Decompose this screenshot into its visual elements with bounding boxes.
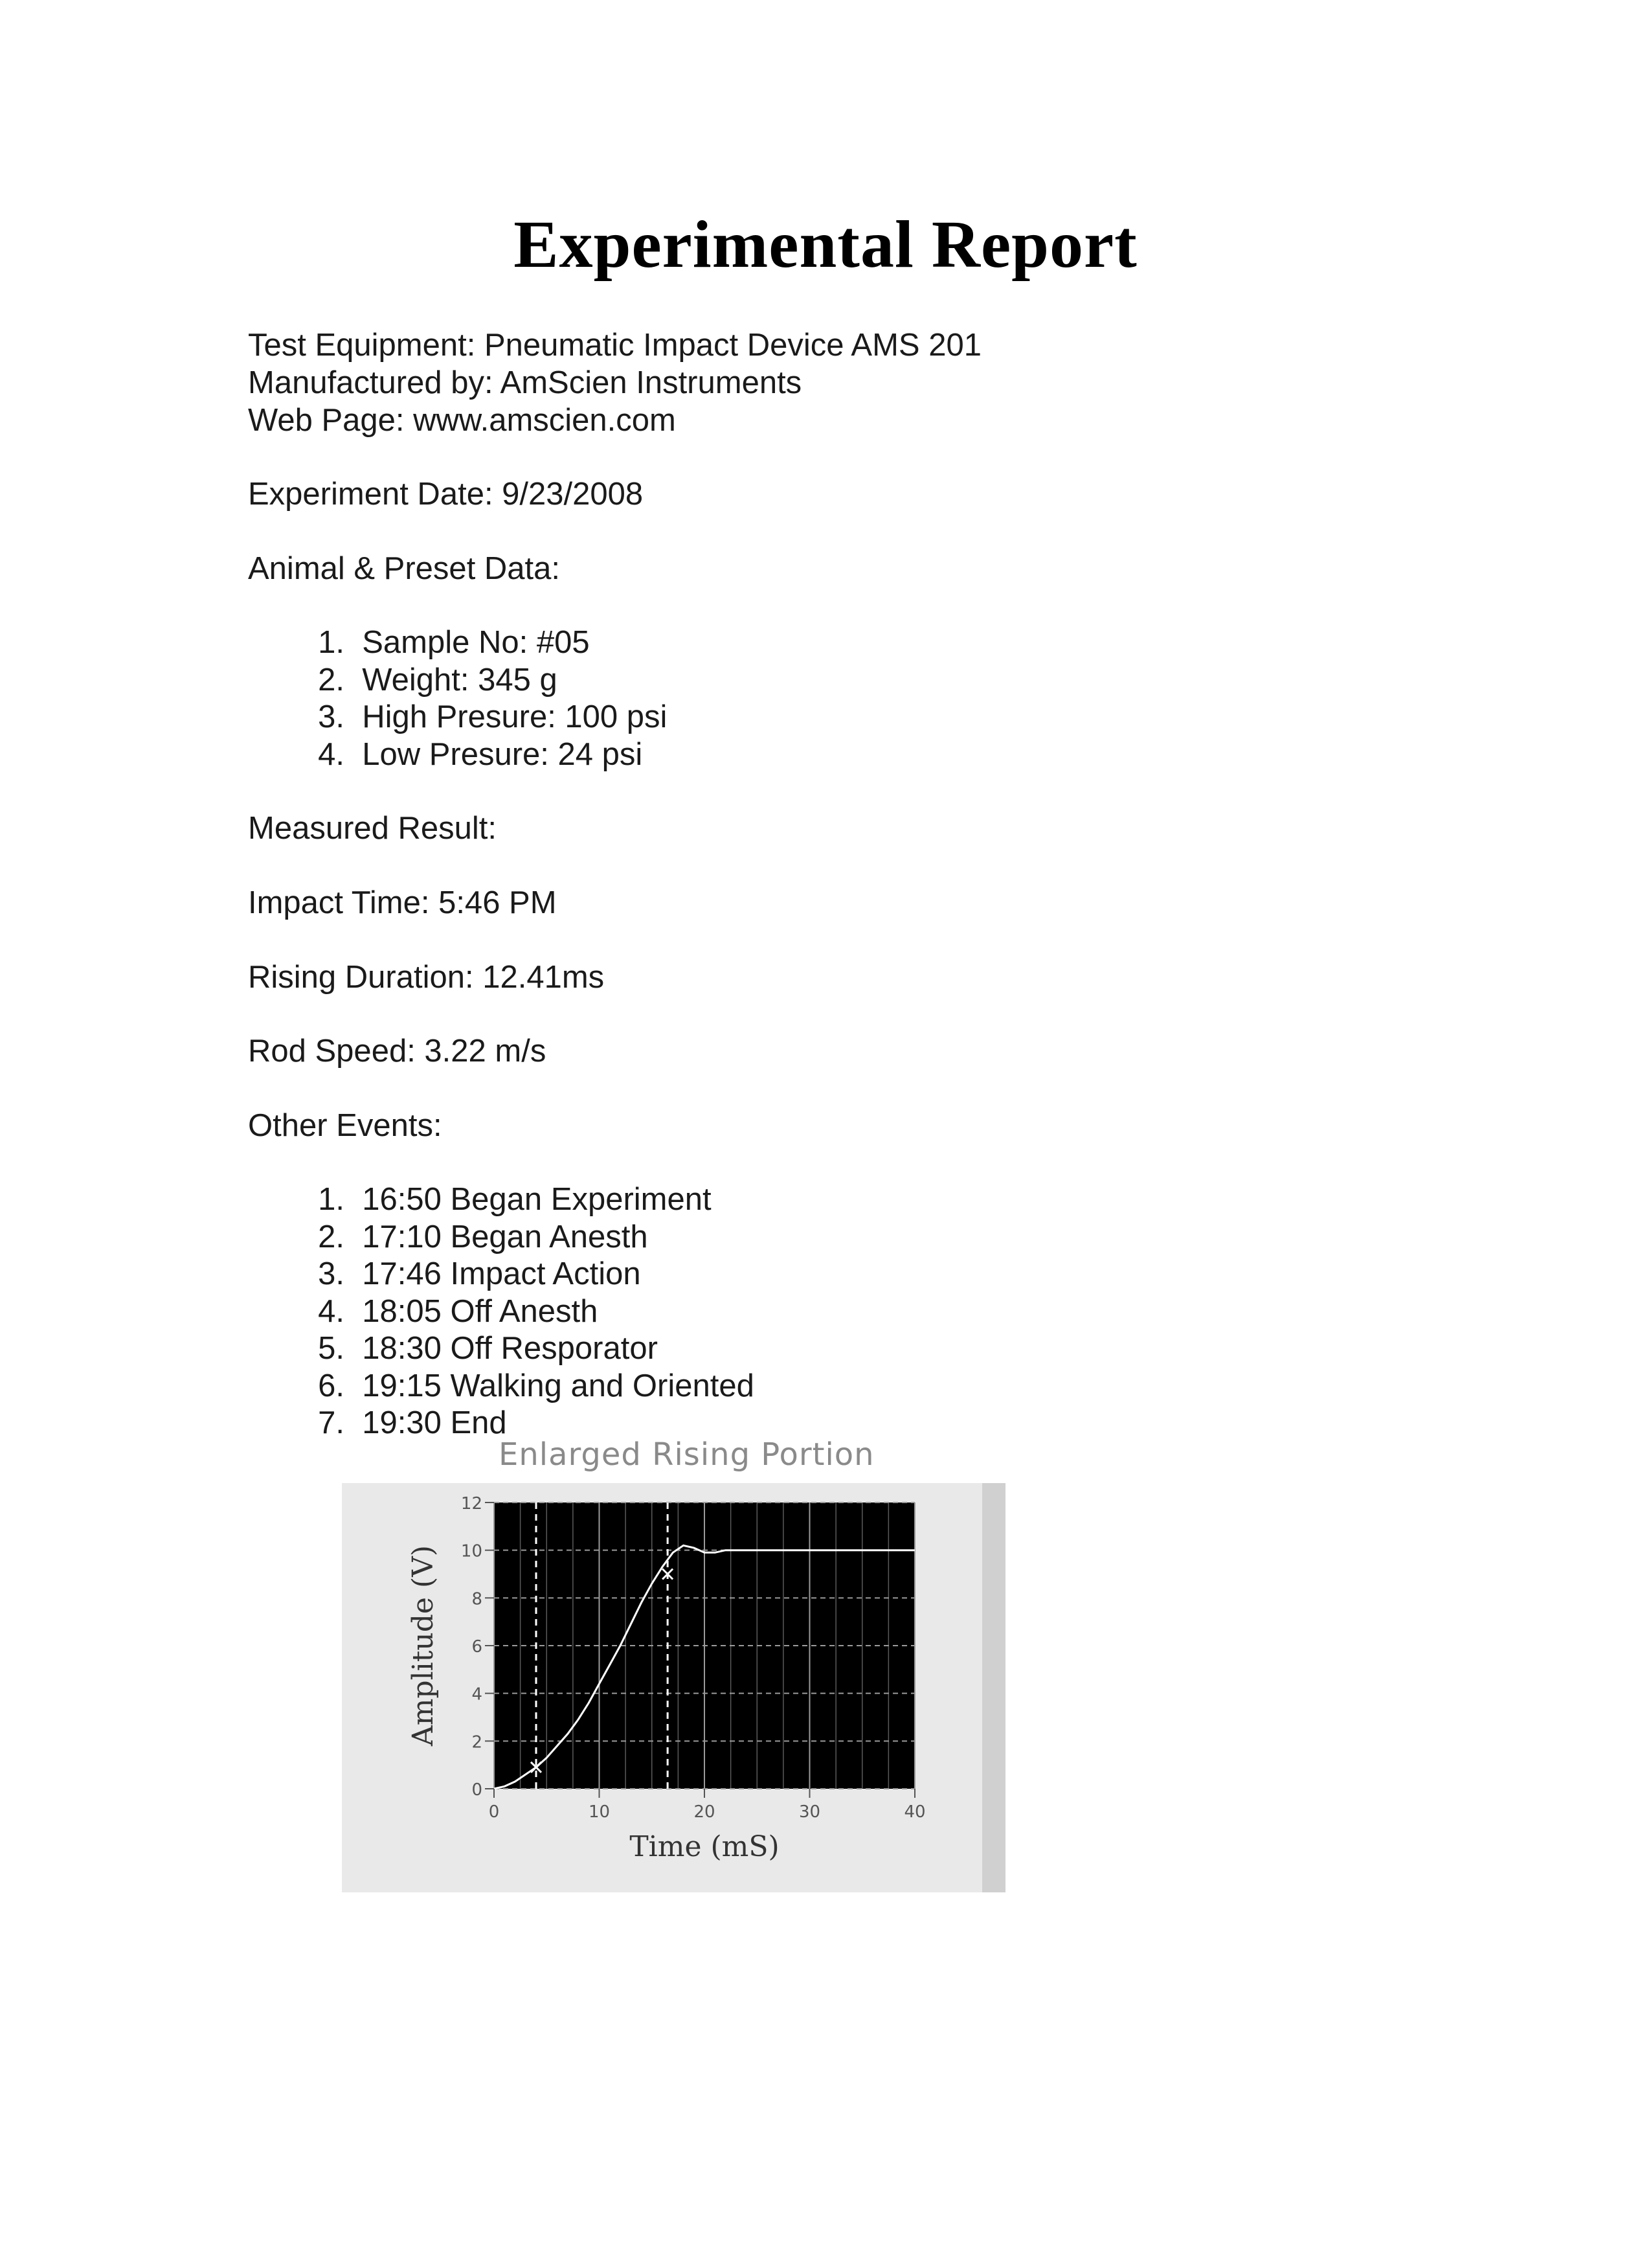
- list-item: [285, 624, 667, 662]
- list-item: [285, 736, 667, 774]
- list-item: [285, 699, 667, 736]
- y-tick-label: 8: [471, 1589, 482, 1609]
- x-axis-label: Time (mS): [629, 1830, 780, 1863]
- x-tick-label: 30: [798, 1802, 821, 1822]
- list-item-text: Weight: 345 g: [362, 662, 557, 697]
- list-item-text: 19:15 Walking and Oriented: [362, 1368, 754, 1403]
- x-tick-label: 40: [904, 1802, 926, 1822]
- rising-portion-chart: [342, 1483, 1005, 1892]
- list-item-number: 4.: [318, 736, 344, 772]
- list-item-number: 3.: [318, 699, 344, 734]
- chart-title: Enlarged Rising Portion: [499, 1436, 875, 1473]
- report-title: Experimental Report: [513, 207, 1138, 282]
- list-item: [285, 1368, 754, 1405]
- x-tick-label: 10: [588, 1802, 611, 1822]
- y-tick-label: 0: [471, 1780, 482, 1800]
- list-item-text: 18:30 Off Resporator: [362, 1331, 658, 1366]
- x-tick-label: 20: [693, 1802, 715, 1822]
- list-item-text: Low Presure: 24 psi: [362, 736, 643, 772]
- y-tick-label: 12: [460, 1494, 482, 1514]
- list-item-text: High Presure: 100 psi: [362, 699, 668, 734]
- events-list: [285, 1181, 754, 1442]
- y-axis-label: Amplitude (V): [407, 1545, 440, 1747]
- list-item-number: 7.: [318, 1405, 344, 1440]
- test-equipment-line: Test Equipment: Pneumatic Impact Device AMS 201: [248, 328, 982, 363]
- list-item-text: 19:30 End: [362, 1405, 507, 1440]
- rising-duration-line: Rising Duration: 12.41ms: [248, 960, 605, 995]
- list-item: [285, 1219, 754, 1256]
- list-item: [285, 662, 667, 699]
- y-tick-label: 6: [471, 1637, 482, 1657]
- list-item: [285, 1256, 754, 1293]
- impact-time-line: Impact Time: 5:46 PM: [248, 885, 557, 920]
- list-item-number: 3.: [318, 1256, 344, 1291]
- list-item-text: 16:50 Began Experiment: [362, 1182, 712, 1217]
- other-events-heading: Other Events:: [248, 1108, 442, 1143]
- list-item-number: 2.: [318, 662, 344, 697]
- y-tick-label: 10: [460, 1541, 482, 1561]
- y-tick-label: 4: [471, 1684, 482, 1705]
- x-tick-label: 0: [488, 1802, 500, 1822]
- list-item-number: 1.: [318, 1182, 344, 1217]
- list-item-text: Sample No: #05: [362, 625, 590, 660]
- web-page-line: Web Page: www.amscien.com: [248, 403, 676, 438]
- list-item: [285, 1330, 754, 1368]
- list-item-number: 2.: [318, 1219, 344, 1254]
- animal-preset-heading: Animal & Preset Data:: [248, 551, 561, 586]
- list-item: [285, 1293, 754, 1331]
- list-item-number: 5.: [318, 1331, 344, 1366]
- y-tick-label: 2: [471, 1732, 482, 1752]
- list-item-number: 6.: [318, 1368, 344, 1403]
- list-item-text: 17:46 Impact Action: [362, 1256, 641, 1291]
- list-item-text: 18:05 Off Anesth: [362, 1293, 598, 1329]
- list-item-number: 4.: [318, 1293, 344, 1329]
- list-item-number: 1.: [318, 625, 344, 660]
- rod-speed-line: Rod Speed: 3.22 m/s: [248, 1034, 546, 1069]
- list-item-text: 17:10 Began Anesth: [362, 1219, 648, 1254]
- preset-list: [285, 624, 667, 773]
- experiment-date-line: Experiment Date: 9/23/2008: [248, 477, 644, 512]
- measured-heading: Measured Result:: [248, 811, 497, 846]
- list-item: [285, 1181, 754, 1219]
- manufacturer-line: Manufactured by: AmScien Instruments: [248, 365, 802, 400]
